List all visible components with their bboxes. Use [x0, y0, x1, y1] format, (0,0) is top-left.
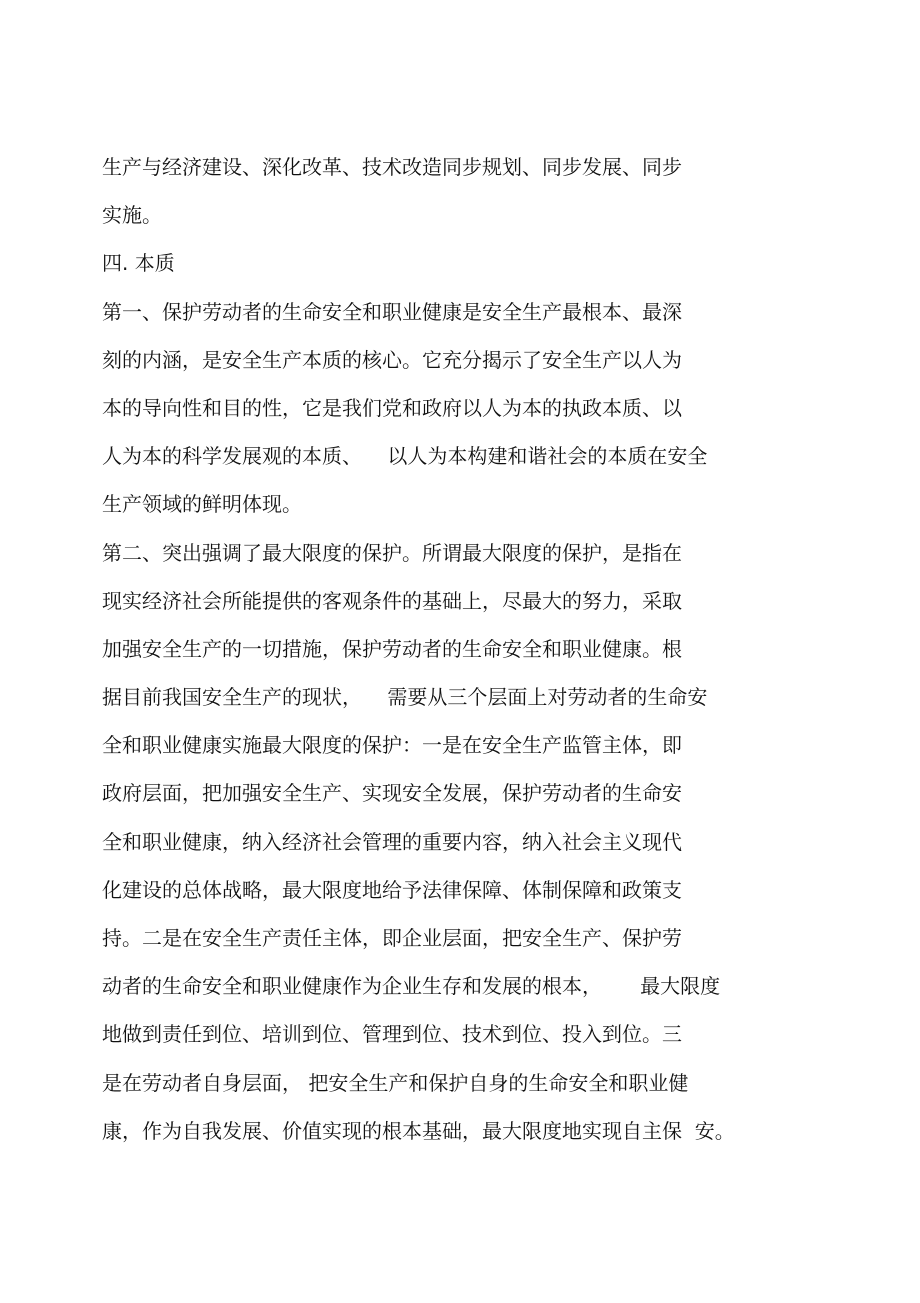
body-text — [102, 143, 902, 1155]
text-line: 康，作为自我发展、价值实现的根本基础，最大限度地实现自主保 安。 — [102, 1118, 735, 1143]
text-line: 化建设的总体战略，最大限度地给予法律保障、体制保障和政策支 — [102, 877, 682, 902]
text-line: 第一、保护劳动者的生命安全和职业健康是安全生产最根本、最深 — [102, 299, 682, 324]
section-heading: 四. 本质 — [102, 251, 175, 276]
text-line: 是在劳动者自身层面， 把安全生产和保护自身的生命安全和职业健 — [102, 1070, 689, 1095]
text-line: 生产领域的鲜明体现。 — [102, 492, 302, 517]
text-line: 据目前我国安全生产的现状， 需要从三个层面上对劳动者的生命安 — [102, 685, 708, 710]
text-line: 实施。 — [102, 203, 162, 228]
text-line: 加强安全生产的一切措施，保护劳动者的生命安全和职业健康。根 — [102, 636, 682, 661]
text-line: 持。二是在安全生产责任主体，即企业层面，把安全生产、保护劳 — [102, 926, 682, 950]
text-line: 现实经济社会所能提供的客观条件的基础上，尽最大的努力，采取 — [102, 588, 682, 613]
text-line: 生产与经济建设、深化改革、技术改造同步规划、同步发展、同步 — [102, 155, 682, 179]
text-line: 地做到责任到位、培训到位、管理到位、技术到位、投入到位。三 — [102, 1022, 682, 1047]
text-line: 政府层面，把加强安全生产、实现安全发展，保护劳动者的生命安 — [102, 781, 682, 806]
text-line: 人为本的科学发展观的本质、 以人为本构建和谐社会的本质在安全 — [102, 444, 708, 469]
text-line: 动者的生命安全和职业健康作为企业生存和发展的根本， 最大限度 — [102, 974, 721, 999]
text-line: 第二、突出强调了最大限度的保护。所谓最大限度的保护，是指在 — [102, 540, 682, 565]
text-line: 全和职业健康实施最大限度的保护：一是在安全生产监管主体，即 — [102, 733, 682, 758]
text-line: 全和职业健康，纳入经济社会管理的重要内容，纳入社会主义现代 — [102, 829, 682, 854]
text-line: 刻的内涵，是安全生产本质的核心。它充分揭示了安全生产以人为 — [102, 347, 682, 372]
text-line: 本的导向性和目的性，它是我们党和政府以人为本的执政本质、以 — [102, 395, 682, 420]
